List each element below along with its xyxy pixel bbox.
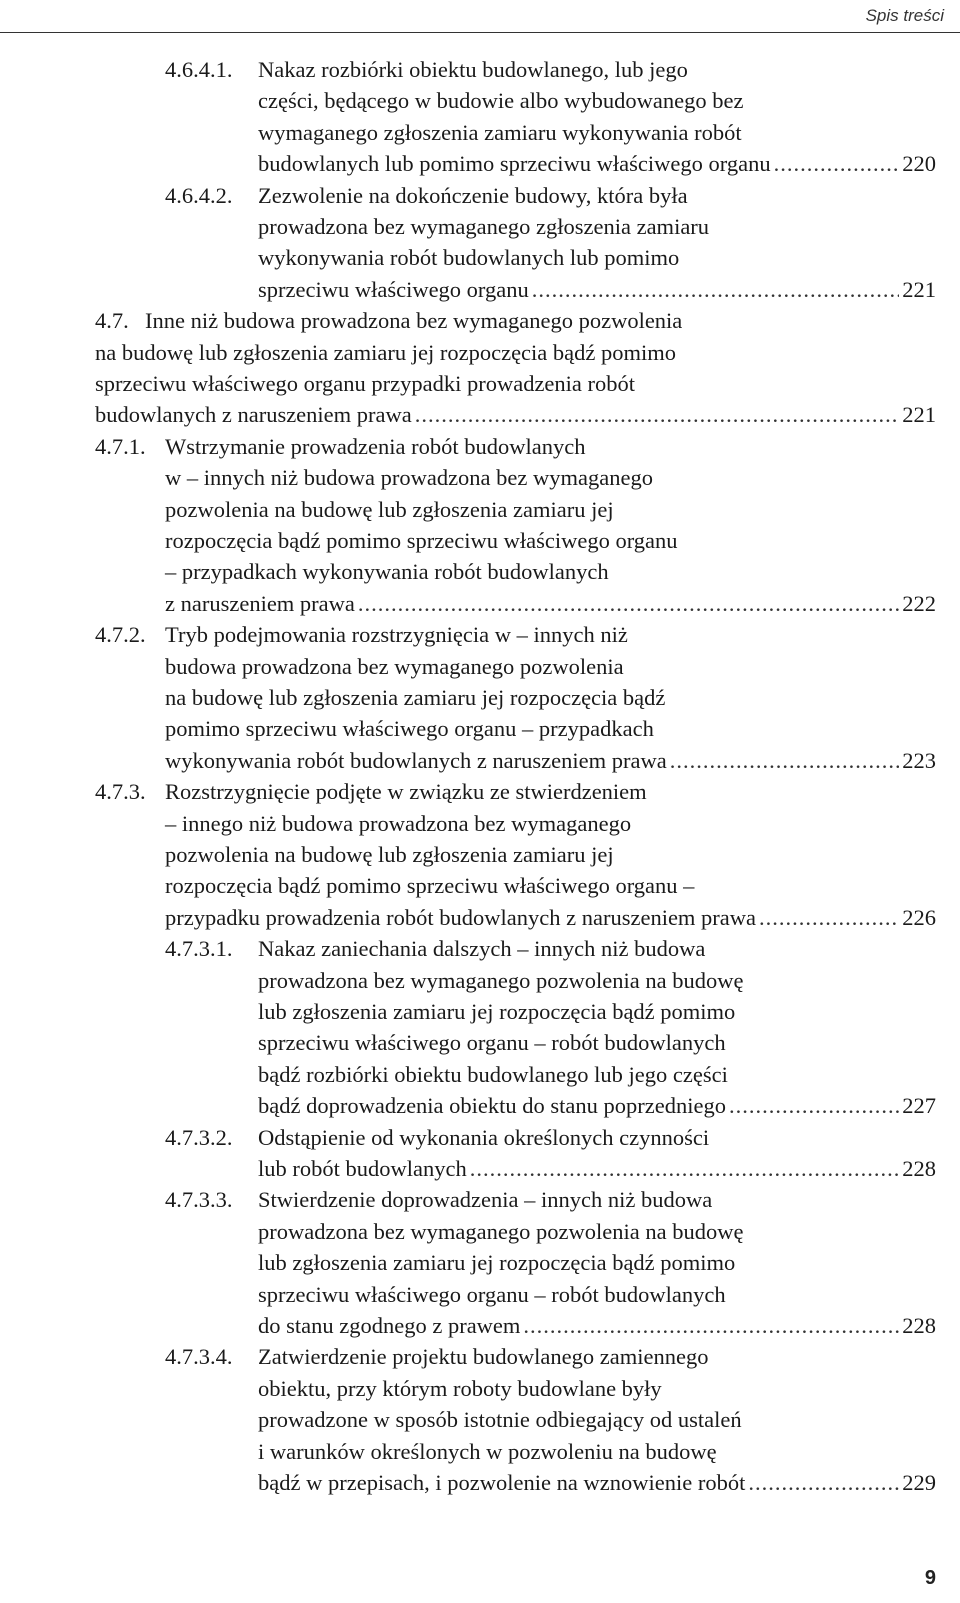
toc-entry-line: sprzeciwu właściwego organu – robót budowlanych bbox=[258, 1281, 726, 1307]
toc-entry-title bbox=[95, 776, 936, 933]
toc-entry-line: lub zgłoszenia zamiaru jej rozpoczęcia bądź pomimo bbox=[258, 999, 736, 1024]
toc-entry bbox=[165, 54, 936, 180]
dot-leader bbox=[470, 1153, 900, 1184]
toc-entry-line: rozpoczęcia bądź pomimo sprzeciwu właściwego organu – bbox=[165, 873, 695, 899]
toc-entry-line-text: lub robót budowlanych bbox=[258, 1156, 467, 1181]
toc-entry-line: Inne niż budowa prowadzona bez wymaganego pozwolenia bbox=[145, 308, 683, 334]
dot-leader bbox=[523, 1310, 899, 1341]
dot-leader bbox=[670, 745, 900, 776]
toc-entry-line-text: wykonywania robót budowlanych z naruszeniem prawa bbox=[165, 747, 667, 773]
toc-entry-line: części, będącego w budowie albo wybudowanego bez bbox=[258, 88, 744, 114]
dot-leader bbox=[774, 148, 900, 179]
toc-entry-line-text: budowlanych z naruszeniem prawa bbox=[95, 402, 412, 428]
toc-entry-line bbox=[95, 902, 936, 933]
toc-entry-number: 4.7. bbox=[95, 308, 129, 334]
toc-entry-line: prowadzona bez wymaganego pozwolenia na budowę bbox=[258, 1218, 744, 1244]
toc-entry-line: Nakaz zaniechania dalszych – innych niż budowa bbox=[258, 936, 706, 962]
toc-entry-line bbox=[95, 745, 936, 776]
toc-entry-line: na budowę lub zgłoszenia zamiaru jej rozpoczęcia bądź pomimo bbox=[95, 339, 677, 365]
toc-entry-number: 4.7.2. bbox=[95, 622, 146, 648]
toc-entry-title bbox=[95, 305, 936, 431]
toc-entry-line: Odstąpienie od wykonania określonych czynności bbox=[258, 1124, 710, 1150]
toc-entry-line: sprzeciwu właściwego organu przypadki prowadzenia robót bbox=[95, 371, 636, 396]
toc-entry-line: Zezwolenie na dokończenie budowy, która była bbox=[258, 182, 688, 208]
toc-entry-page: 226 bbox=[902, 904, 936, 930]
toc-entry-page: 220 bbox=[902, 151, 936, 177]
toc-entry-number: 4.7.3.1. bbox=[165, 936, 233, 962]
toc-entry-page: 221 bbox=[902, 402, 936, 428]
toc-entry-line: rozpoczęcia bądź pomimo sprzeciwu właściwego organu bbox=[165, 528, 678, 554]
toc-entry-line: prowadzone w sposób istotnie odbiegający od ustaleń bbox=[258, 1407, 742, 1433]
toc-entry-line: na budowę lub zgłoszenia zamiaru jej rozpoczęcia bądź bbox=[165, 685, 666, 710]
toc-entry-title bbox=[95, 619, 936, 776]
toc-entry-line: Rozstrzygnięcie podjęte w związku ze stwierdzeniem bbox=[165, 779, 647, 805]
toc-entry-title bbox=[165, 54, 936, 180]
dot-leader bbox=[759, 902, 899, 933]
toc-entry-line: Stwierdzenie doprowadzenia – innych niż budowa bbox=[258, 1187, 713, 1213]
toc-entry-number: 4.7.3.3. bbox=[165, 1187, 233, 1213]
toc-entry-number: 4.7.3.2. bbox=[165, 1124, 233, 1150]
toc-entry bbox=[165, 1184, 936, 1341]
toc-entry-page: 221 bbox=[902, 276, 936, 302]
toc-entry-line: lub zgłoszenia zamiaru jej rozpoczęcia bądź pomimo bbox=[258, 1250, 736, 1276]
toc-entry-line: Tryb podejmowania rozstrzygnięcia w – innych niż bbox=[165, 622, 628, 648]
toc-entry-line: sprzeciwu właściwego organu – robót budowlanych bbox=[258, 1030, 726, 1056]
toc-entry-line bbox=[165, 1467, 936, 1498]
toc-entry-title bbox=[165, 1122, 936, 1185]
toc-entry-line bbox=[165, 274, 936, 305]
toc-entry-line: Nakaz rozbiórki obiektu budowlanego, lub jego bbox=[258, 57, 688, 82]
toc-entry-line: Zatwierdzenie projektu budowlanego zamiennego bbox=[258, 1344, 709, 1370]
toc-entry-line: i warunków określonych w pozwoleniu na budowę bbox=[258, 1438, 717, 1464]
toc-entry-line-text: do stanu zgodnego z prawem bbox=[258, 1313, 521, 1339]
toc-entry-page: 229 bbox=[902, 1470, 936, 1496]
toc-entry-line-text: budowlanych lub pomimo sprzeciwu właściwego organu bbox=[258, 151, 771, 177]
toc-entry-title bbox=[165, 933, 936, 1121]
toc-entry-page: 228 bbox=[902, 1313, 936, 1339]
toc-entry-title bbox=[165, 1184, 936, 1341]
toc-entry bbox=[95, 431, 936, 619]
toc-entry-number: 4.6.4.2. bbox=[165, 182, 233, 208]
toc-entry-line: pozwolenia na budowę lub zgłoszenia zamiaru jej bbox=[165, 496, 614, 522]
toc-entry-line: wykonywania robót budowlanych lub pomimo bbox=[258, 245, 680, 271]
toc-entry bbox=[165, 180, 936, 306]
toc-entry-line: – innego niż budowa prowadzona bez wymaganego bbox=[165, 810, 632, 836]
toc-entry-title bbox=[165, 180, 936, 306]
toc-entry-number: 4.7.3.4. bbox=[165, 1344, 233, 1370]
header-rule bbox=[0, 32, 960, 33]
toc-entry-line: prowadzona bez wymaganego zgłoszenia zamiaru bbox=[258, 214, 710, 239]
toc-entry bbox=[95, 776, 936, 933]
toc-entry-line-text: bądź doprowadzenia obiektu do stanu poprzedniego bbox=[258, 1093, 726, 1119]
toc-entry-line: w – innych niż budowa prowadzona bez wymaganego bbox=[165, 465, 653, 491]
toc-entry bbox=[95, 305, 936, 431]
toc-entry-line bbox=[95, 588, 936, 619]
dot-leader bbox=[729, 1090, 899, 1121]
toc-entry-line: wymaganego zgłoszenia zamiaru wykonywania robót bbox=[258, 119, 742, 145]
toc-entry-number: 4.7.3. bbox=[95, 779, 146, 805]
toc-entry-line: – przypadkach wykonywania robót budowlanych bbox=[165, 559, 609, 585]
toc-entry-line bbox=[165, 1090, 936, 1121]
toc-entry-number: 4.7.1. bbox=[95, 433, 146, 459]
dot-leader bbox=[748, 1467, 899, 1498]
toc-entry-line: budowa prowadzona bez wymaganego pozwolenia bbox=[165, 653, 624, 679]
toc-entry-line: bądź rozbiórki obiektu budowlanego lub jego części bbox=[258, 1061, 728, 1087]
toc-entry-line-text: przypadku prowadzenia robót budowlanych z naruszeniem prawa bbox=[165, 904, 757, 930]
dot-leader bbox=[415, 399, 900, 430]
toc-entry-page: 223 bbox=[902, 747, 936, 773]
toc-entry-line bbox=[165, 148, 936, 179]
toc-entry bbox=[165, 933, 936, 1121]
toc-entry bbox=[165, 1341, 936, 1498]
toc-entry-line-text: bądź w przepisach, i pozwolenie na wznowienie robót bbox=[258, 1470, 746, 1496]
page-number: 9 bbox=[924, 1567, 936, 1589]
toc-entry-line: pomimo sprzeciwu właściwego organu – przypadkach bbox=[165, 716, 654, 742]
toc-entry-page: 227 bbox=[902, 1093, 936, 1119]
toc-entry-line bbox=[165, 1310, 936, 1341]
toc-entry-line bbox=[95, 399, 936, 430]
toc-entry-line: pozwolenia na budowę lub zgłoszenia zamiaru jej bbox=[165, 842, 614, 867]
toc-entry-line-text: z naruszeniem prawa bbox=[165, 590, 355, 616]
toc-entry-line: obiektu, przy którym roboty budowlane były bbox=[258, 1375, 662, 1401]
toc-entry-title bbox=[165, 1341, 936, 1498]
dot-leader bbox=[358, 588, 899, 619]
toc-entry-title bbox=[95, 431, 936, 619]
toc-entry-line: Wstrzymanie prowadzenia robót budowlanych bbox=[165, 433, 586, 459]
toc-entry bbox=[165, 1122, 936, 1185]
toc-entry-number: 4.6.4.1. bbox=[165, 57, 233, 82]
running-head: Spis treści bbox=[865, 6, 944, 25]
toc-entry-page: 228 bbox=[902, 1156, 936, 1181]
toc-entry-line-text: sprzeciwu właściwego organu bbox=[258, 276, 529, 302]
dot-leader bbox=[532, 274, 900, 305]
toc-entry-page: 222 bbox=[902, 590, 936, 616]
toc-entry bbox=[95, 619, 936, 776]
toc-entry-line: prowadzona bez wymaganego pozwolenia na budowę bbox=[258, 967, 744, 993]
toc-entry-line bbox=[165, 1153, 936, 1184]
